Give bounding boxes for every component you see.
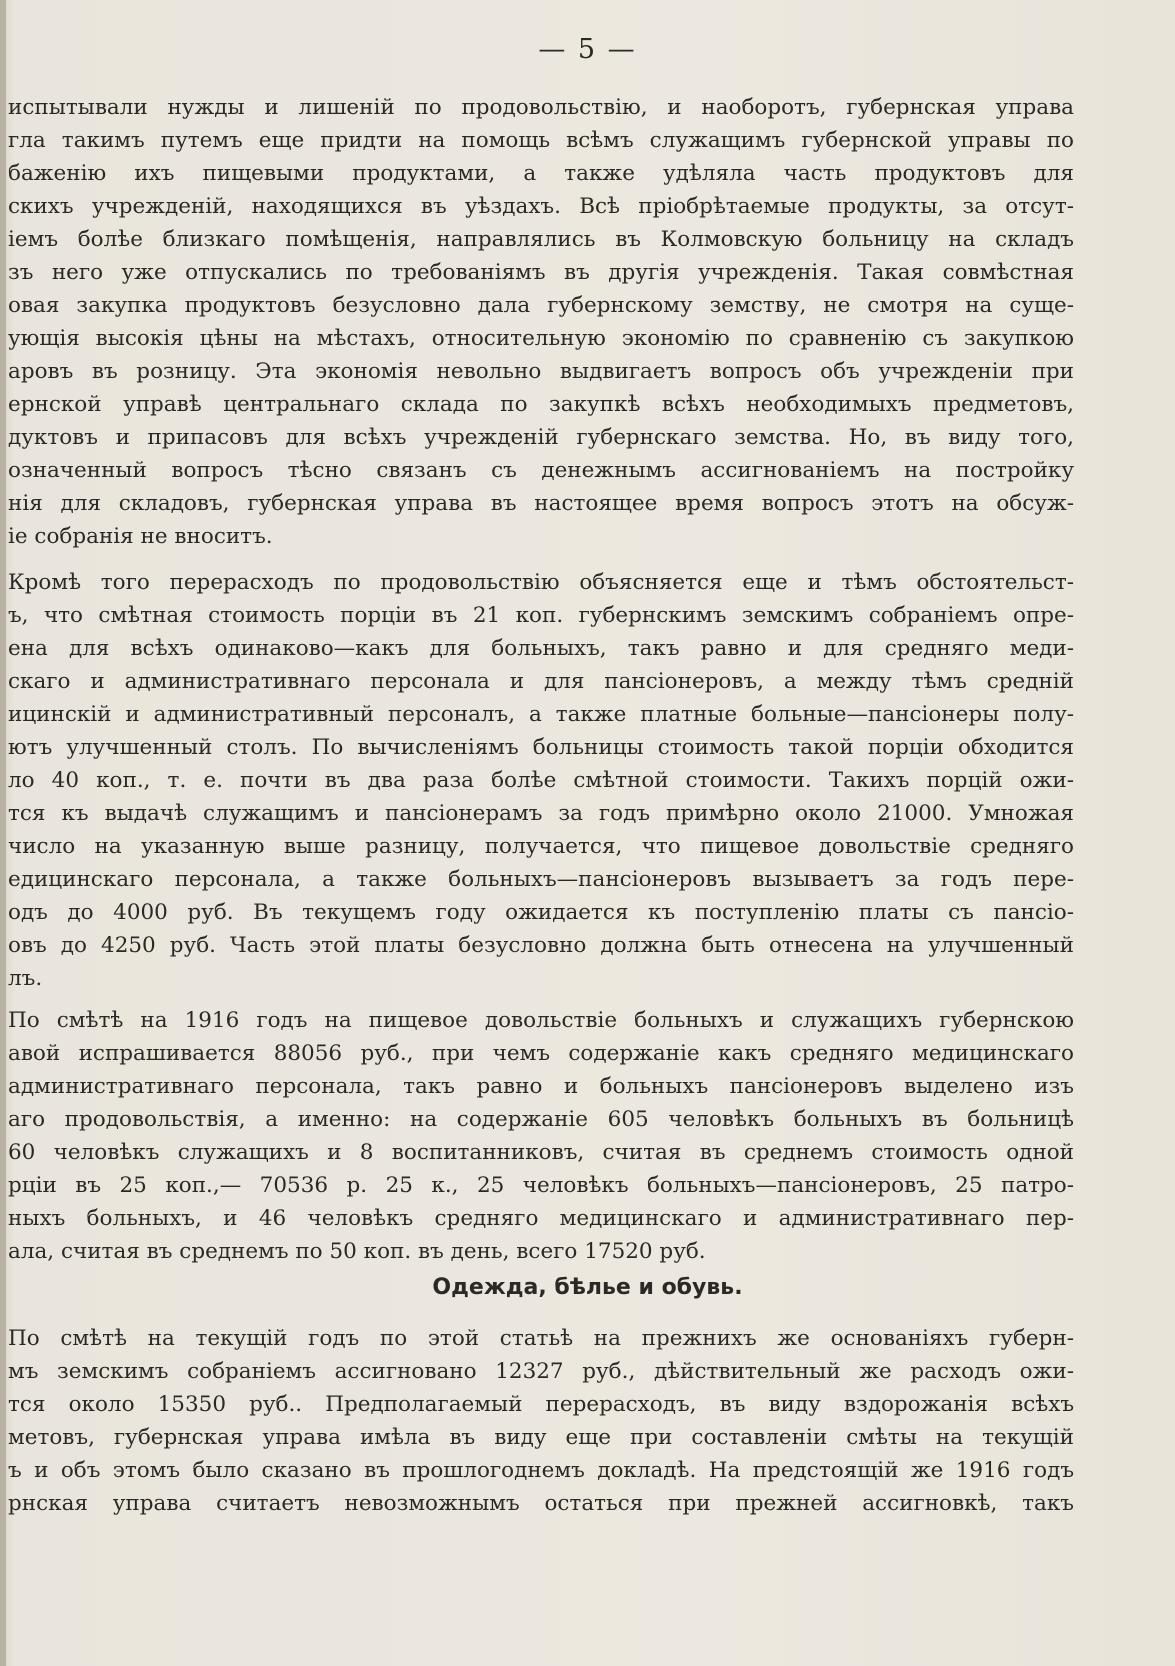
text-line: число на указанную выше разницу, получается, что пищевое довольствіе средняго xyxy=(8,834,1074,859)
text-line: едицинскаго персонала, а также больныхъ—пансіонеровъ вызываетъ за годъ пере- xyxy=(8,867,1074,892)
text-line: дуктовъ и припасовъ для всѣхъ учрежденій губернскаго земства. Но, въ виду того, xyxy=(8,425,1074,450)
text-line: ъ, что смѣтная стоимость порціи въ 21 коп. губернскимъ земскимъ собраніемъ опре- xyxy=(8,603,1074,628)
text-line: авой испрашивается 88056 руб., при чемъ содержаніе какъ средняго медицинскаго xyxy=(8,1041,1074,1066)
text-line: ена для всѣхъ одинаково—какъ для больныхъ, такъ равно и для средняго меди- xyxy=(8,636,1074,661)
text-line: аго продовольствія, а именно: на содержаніе 605 человѣкъ больныхъ въ больницѣ xyxy=(8,1107,1074,1132)
text-line: іе собранія не вноситъ. xyxy=(8,524,273,549)
text-line: скаго и административнаго персонала и для пансіонеровъ, а между тѣмъ средній xyxy=(8,669,1074,694)
text-line: ъ и объ этомъ было сказано въ прошлогоднемъ докладѣ. На предстоящій же 1916 годъ xyxy=(8,1458,1074,1483)
text-line: ныхъ больныхъ, и 46 человѣкъ средняго медицинскаго и административнаго пер- xyxy=(8,1206,1074,1231)
text-line: метовъ, губернская управа имѣла въ виду еще при составленіи смѣты на текущій xyxy=(8,1425,1074,1450)
text-line: гла такимъ путемъ еще придти на помощь всѣмъ служащимъ губернской управы по xyxy=(8,128,1074,153)
text-line: испытывали нужды и лишеній по продовольствію, и наоборотъ, губернская управа xyxy=(8,95,1074,120)
text-line: тся около 15350 руб.. Предполагаемый перерасходъ, въ виду вздорожанія всѣхъ xyxy=(8,1392,1074,1417)
text-line: ютъ улучшенный столъ. По вычисленіямъ больницы стоимость такой порціи обходится xyxy=(8,735,1074,760)
text-line: По смѣтѣ на текущій годъ по этой статьѣ на прежнихъ же основаніяхъ губерн- xyxy=(8,1326,1074,1351)
text-line: ернской управѣ центральнаго склада по закупкѣ всѣхъ необходимыхъ предметовъ, xyxy=(8,392,1074,417)
text-line: зъ него уже отпускались по требованіямъ въ другія учрежденія. Такая совмѣстная xyxy=(8,260,1074,285)
text-line: лъ. xyxy=(8,966,43,991)
text-line: Кромѣ того перерасходъ по продовольствію объясняется еще и тѣмъ обстоятельст- xyxy=(8,570,1074,595)
text-line: административнаго персонала, такъ равно и больныхъ пансіонеровъ выделено изъ xyxy=(8,1074,1074,1099)
text-line: аровъ въ розницу. Эта экономія невольно выдвигаетъ вопросъ объ учрежденіи при xyxy=(8,359,1074,384)
page-number: — 5 — xyxy=(538,34,637,65)
paragraph-4 xyxy=(8,1322,1074,1520)
text-line: ующія высокія цѣны на мѣстахъ, относительную экономію по сравненію съ закупкою xyxy=(8,326,1074,351)
text-line: рнская управа считаетъ невозможнымъ остаться при прежней ассигновкѣ, такъ xyxy=(8,1491,1074,1516)
paragraph-2 xyxy=(8,566,1074,995)
text-line: мъ земскимъ собраніемъ ассигновано 12327 руб., дѣйствительный же расходъ ожи- xyxy=(8,1359,1074,1384)
text-line: одъ до 4000 руб. Въ текущемъ году ожидается къ поступленію платы съ пансіо- xyxy=(8,900,1074,925)
paragraph-1 xyxy=(8,91,1074,553)
text-line: ала, считая въ среднемъ по 50 коп. въ день, всего 17520 руб. xyxy=(8,1239,706,1264)
text-line: рціи въ 25 коп.,— 70536 р. 25 к., 25 человѣкъ больныхъ—пансіонеровъ, 25 патро- xyxy=(8,1173,1074,1198)
text-line: По смѣтѣ на 1916 годъ на пищевое довольствіе больныхъ и служащихъ губернскою xyxy=(8,1008,1074,1033)
text-line: овая закупка продуктовъ безусловно дала губернскому земству, не смотря на суще- xyxy=(8,293,1074,318)
text-line: іемъ болѣе близкаго помѣщенія, направлялись въ Колмовскую больницу на складъ xyxy=(8,227,1074,252)
text-line: 60 человѣкъ служащихъ и 8 воспитанниковъ, считая въ среднемъ стоимость одной xyxy=(8,1140,1074,1165)
paragraph-3 xyxy=(8,1004,1074,1268)
text-line: нія для складовъ, губернская управа въ настоящее время вопросъ этотъ на обсуж- xyxy=(8,491,1074,516)
text-line: ло 40 коп., т. е. почти въ два раза болѣе смѣтной стоимости. Такихъ порцій ожи- xyxy=(8,768,1074,793)
section-heading: Одежда, бѣлье и обувь. xyxy=(432,1275,743,1300)
text-line: скихъ учрежденій, находящихся въ уѣздахъ. Всѣ пріобрѣтаемые продукты, за отсут- xyxy=(8,194,1074,219)
text-line: баженію ихъ пищевыми продуктами, а также удѣляла часть продуктовъ для xyxy=(8,161,1074,186)
page-edge-shadow xyxy=(0,0,6,1666)
text-line: овъ до 4250 руб. Часть этой платы безусловно должна быть отнесена на улучшенный xyxy=(8,933,1074,958)
text-line: означенный вопросъ тѣсно связанъ съ денежнымъ ассигнованіемъ на постройку xyxy=(8,458,1074,483)
text-line: ицинскій и административный персоналъ, а также платные больные—пансіонеры полу- xyxy=(8,702,1074,727)
text-line: тся къ выдачѣ служащимъ и пансіонерамъ за годъ примѣрно около 21000. Умножая xyxy=(8,801,1074,826)
